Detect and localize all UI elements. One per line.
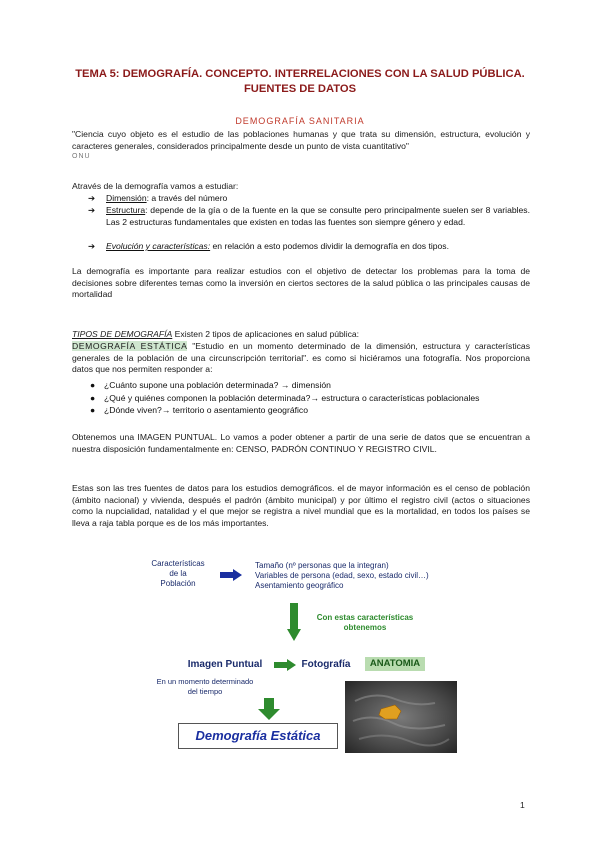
title-line-2: FUENTES DE DATOS: [243, 83, 357, 95]
momento-label: En un momento determinado del tiempo: [156, 677, 254, 696]
tipos-heading-after: Existen 2 tipos de aplicaciones en salud pública:: [172, 329, 360, 339]
section-subtitle: DEMOGRAFÍA SANITARIA: [235, 116, 365, 126]
right-arrow-icon: [220, 569, 242, 581]
study-text: : depende de la gía o de la fuente en la que se consulte pero principalmente suelen ser 8 variables. Las 2 estructuras fundamentales que existen en todas las fuentes son siempre género y edad.: [106, 205, 530, 227]
arrow-bullet-icon: ➔: [88, 193, 96, 203]
down-arrow-icon: [258, 698, 280, 720]
diagram-left-label: Características de la Población: [151, 559, 205, 588]
arrow-bullet-icon: ➔: [88, 241, 96, 251]
estatica-paragraph: [72, 341, 530, 376]
estatica-text: "Estudio en un momento determinado de la dimensión, estructura y características generales de la población de una circunscripción territorial". es como si hiciéramos una fotografía. Nos proporciona datos que nos permiten responder a:: [72, 341, 530, 375]
title-line-1: TEMA 5: DEMOGRAFÍA. CONCEPTO. INTERRELACIONES CON LA SALUD PÚBLICA.: [75, 68, 525, 80]
intro-text: Através de la demografía vamos a estudiar:: [72, 181, 239, 191]
estatica-label: DEMOGRAFÍA ESTÁTICA: [72, 341, 188, 351]
fotografia-label: Fotografía: [301, 659, 351, 670]
importance-paragraph: La demografía es importante para realizar estudios con el objetivo de detectar los problemas para la toma de decisiones sobre diferentes temas como la inversión en ciertos sectores de la salud pública o las principales causas de mortalidad: [72, 266, 530, 300]
static-demography-diagram: [140, 553, 470, 763]
page-number: 1: [520, 800, 525, 810]
arrow-bullet-icon: ➔: [88, 205, 96, 215]
document-page: TEMA 5: DEMOGRAFÍA. CONCEPTO. INTERRELACIONES CON LA SALUD PÚBLICA. FUENTES DE DATOS DEMOGRAFÍA SANITARIA "Ciencia cuyo objeto es el estudio de las poblaciones humanas y que trata su dimensión, estructura, evolución y caracteres generales, considerados principalmente desde un punto de vista cuantitativo" ONU Através de la demografía vamos a estudiar: ➔ Dimensión: a través del número ➔ Estructura: depende de la gía o de la fuente en la que se consulte pero principalmente suelen ser 8 variables. Las 2 estructuras fundamentales que existen en todas las fuentes son siempre género y edad. ➔ Evolución y características: en relación a esto podemos dividir la demografía en dos tipos. La demografía es importante para realizar estudios con el objetivo de detectar los problemas para la toma de decisiones sobre diferentes temas como la inversión en ciertos sectores de la salud pública o las principales causas de mortalidad TIPOS DE DEMOGRAFÍA Existen 2 tipos de aplicaciones en salud pública: DEMOGRAFÍA ESTÁTICA "Estudio en un momento determinado de la dimensión, estructura y características generales de la población de una circunscripción territorial". es como si hiciéramos una fotografía. Nos proporciona datos que nos permiten responder a: ● ¿Cuánto supone una población determinada? → dimensión ● ¿Qué y quiénes componen la población determinada?→ estructura o características poblacionales ● ¿Dónde viven?→ territorio o asentamiento geográfico Obtenemos una IMAGEN PUNTUAL. Lo vamos a poder obtener a partir de una serie de datos que se encuentran a nuestra disposición fundamentalmente en: CENSO, PADRÓN CONTINUO Y REGISTRO CIVIL. Estas son las tres fuentes de datos para los estudios demográficos. el de mayor información es el censo de población (ámbito nacional) y vivienda, después el padrón (ámbito municipal) y por último el registro civil (actos o situaciones como la nupcialidad, natalidad y el que mejor se registra a nivel mundial que es la mortalidad, en todos los países se lleva a raja tabla porque es de los más importantes. Características de la Población Tamaño (nº personas que la integran) Variables de persona (edad, sexo, estado civil…) Asentamiento geográfico Con estas características obtenemos Imagen Puntual Fotografía ANATOMIA En un momento determinado del tiempo Demografía Estática 1: [72, 68, 530, 810]
diagram-characteristics-list: Tamaño (nº personas que la integran) Variables de persona (edad, sexo, estado civil…) Asentamiento geográfico: [255, 561, 429, 590]
fuentes-paragraph: Estas son las tres fuentes de datos para los estudios demográficos. el de mayor información es el censo de población (ámbito nacional) y vivienda, después el padrón (ámbito municipal) y por último el registro civil (actos o situaciones como la nupcialidad, natalidad y el que mejor se registra a nivel mundial que es la mortalidad, en todos los países se lleva a raja tabla porque es de los más importantes.: [72, 483, 530, 528]
anatomia-label: ANATOMIA: [365, 657, 425, 671]
diagram-down-label: Con estas características obtenemos: [316, 613, 414, 632]
definition-quote: "Ciencia cuyo objeto es el estudio de las poblaciones humanas y que trata su dimensión, estructura, evolución y caracteres generales, considerados principalmente desde un punto de vista cuantitativo": [72, 129, 530, 151]
bullet-dot-icon: ●: [90, 380, 96, 390]
anatomy-scan-image: [345, 681, 457, 753]
tipos-heading: TIPOS DE DEMOGRAFÍA: [72, 329, 173, 339]
imagen-puntual-label: Imagen Puntual: [187, 659, 263, 670]
demografia-estatica-label: Demografía Estática: [195, 728, 321, 743]
right-arrow-icon: [274, 659, 296, 671]
quote-source: ONU: [72, 153, 91, 160]
bullet-dot-icon: ●: [90, 393, 96, 403]
bullet-dot-icon: ●: [90, 405, 96, 415]
study-term: Evolución y características:: [106, 241, 211, 251]
tipos-heading-line: [72, 329, 530, 341]
demografia-estatica-box: [178, 723, 338, 749]
study-term: Dimensión: [106, 193, 147, 203]
study-term: Estructura: [106, 205, 146, 215]
imagen-paragraph: Obtenemos una IMAGEN PUNTUAL. Lo vamos a poder obtener a partir de una serie de datos que se encuentran a nuestra disposición fundamentalmente en: CENSO, PADRÓN CONTINUO Y REGISTRO CIVIL.: [72, 432, 530, 454]
study-text: : a través del número: [146, 193, 228, 203]
study-text: en relación a esto podemos dividir la demografía en dos tipos.: [210, 241, 449, 251]
page-title: [70, 67, 530, 97]
down-arrow-icon: [287, 603, 301, 641]
